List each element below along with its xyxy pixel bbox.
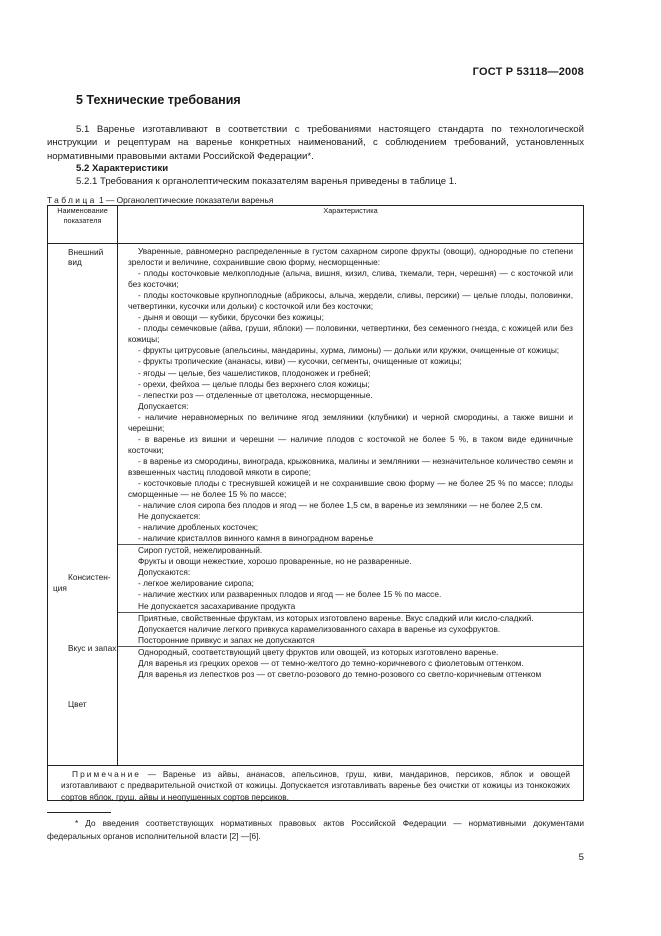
characteristic-line: - дыня и овощи — кубики, брусочки без кожицы; bbox=[138, 312, 324, 323]
characteristic-line: Для варенья из лепестков роз — от светло-розового до темно-розового со светло-коричневым оттенком bbox=[138, 668, 542, 679]
characteristic-line: - наличие кристаллов винного камня в виноградном варенье bbox=[138, 533, 374, 544]
indicator-consistency-line1: Консистен- bbox=[68, 572, 111, 582]
characteristic-line: - наличие жестких или разваренных плодов и ягод — не более 15 % по массе. bbox=[138, 589, 442, 600]
characteristic-line: - плоды семечковые (айва, груши, яблоки) — половинки, четвертинки, без семенного гнезда, с кожицей или без кожицы; bbox=[128, 323, 573, 345]
characteristic-line: Посторонние привкус и запах не допускаются bbox=[138, 634, 315, 645]
footnote: * До введения соответствующих нормативных правовых актов Российской Федерации — нормативными документами федеральных органов исполнительной власти [2] —[6]. bbox=[47, 818, 584, 841]
characteristic-line: - косточковые плоды с треснувшей кожицей и не сохранившие свою форму — не более 25 % по массе; плоды сморщенные — не более 15 % по массе; bbox=[128, 477, 573, 500]
column-header-characteristic: Характеристика bbox=[118, 206, 584, 244]
characteristic-cell bbox=[118, 244, 584, 766]
characteristic-line: Фрукты и овощи нежесткие, хорошо проваренные, но не разваренные. bbox=[138, 556, 412, 567]
characteristic-line: - легкое желирование сиропа; bbox=[138, 578, 254, 589]
table-header-row bbox=[48, 206, 584, 244]
column-header-name: Наименование показателя bbox=[48, 206, 118, 244]
table-caption-word: Таблица bbox=[47, 195, 97, 205]
characteristic-line: - фрукты тропические (ананасы, киви) — кусочки, сегменты, очищенные от кожицы; bbox=[138, 356, 462, 367]
characteristic-text bbox=[128, 246, 573, 680]
subsection-title: 5.2 Характеристики bbox=[76, 163, 169, 174]
characteristic-line: Не допускается засахаривание продукта bbox=[138, 600, 296, 611]
characteristic-line: Сироп густой, нежелированный. bbox=[138, 545, 263, 556]
characteristic-line: Допускается наличие легкого привкуса карамелизованного сахара в варенье из сухофруктов. bbox=[138, 623, 501, 634]
characteristic-line: - ягоды — целые, без чашелистиков, плодоножек и гребней; bbox=[138, 367, 371, 378]
characteristic-line: - в варенье из вишни и черешни — наличие плодов с косточкой не более 5 %, в таком виде единичные косточки; bbox=[128, 433, 573, 455]
characteristic-line: Не допускается: bbox=[138, 511, 201, 522]
paragraph-5-1 bbox=[47, 123, 584, 163]
page-number: 5 bbox=[578, 852, 584, 863]
document-standard-header: ГОСТ Р 53118—2008 bbox=[472, 66, 584, 78]
characteristic-line: - наличие неравномерных по величине ягод земляники (клубники) и черной смородины, а также вишни и черешни; bbox=[128, 411, 573, 433]
table-note bbox=[61, 769, 570, 803]
characteristic-line: - орехи, фейхоа — целые плоды без верхнего слоя кожицы; bbox=[138, 378, 370, 389]
table-body-row bbox=[48, 244, 584, 766]
characteristic-line: Допускается: bbox=[138, 400, 189, 411]
indicator-consistency-line2: ция bbox=[53, 583, 67, 593]
characteristic-line: Приятные, свойственные фруктам, из которых изготовлено варенье. Вкус сладкий или кисло-сладкий. bbox=[138, 612, 534, 623]
footnote-separator bbox=[47, 812, 111, 813]
paragraph-5-1-text: 5.1 Варенье изготавливают в соответствии с требованиями настоящего стандарта по технологической инструкции и рецептурам на варенье конкретных наименований, с соблюдением требований, установленных нормативными правовыми актами Российской Федерации*. bbox=[47, 124, 584, 162]
organoleptic-table bbox=[47, 205, 584, 801]
characteristic-line: Допускаются: bbox=[138, 567, 191, 578]
characteristic-line: - лепестки роз — отделенные от цветоложа, несморщенные. bbox=[138, 389, 373, 400]
table-note-row bbox=[48, 766, 584, 801]
indicator-color: Цвет bbox=[68, 699, 87, 709]
table-caption-text: 1 — Органолептические показатели варенья bbox=[96, 195, 274, 205]
characteristic-line: Уваренные, равномерно распределенные в густом сахарном сиропе фрукты (овощи), однородные по степени зрелости и величине, сохранившие свою форму, несморщенные: bbox=[128, 246, 573, 268]
paragraph-5-2-1 bbox=[47, 175, 584, 188]
characteristic-line: Однородный, соответствующий цвету фруктов или овощей, из которых изготовлено варенье. bbox=[138, 646, 499, 657]
table-caption bbox=[47, 195, 273, 205]
characteristic-line: - наличие слоя сиропа без плодов и ягод — не более 1,5 см, в варенье из земляники — не более 2,5 см. bbox=[138, 500, 543, 511]
section-title: 5 Технические требования bbox=[76, 93, 241, 107]
characteristic-line: - фрукты цитрусовые (апельсины, мандарины, хурма, лимоны) — дольки или кружки, очищенные от кожицы; bbox=[138, 345, 560, 356]
note-label: Примечание bbox=[72, 769, 142, 779]
characteristic-line: - плоды косточковые крупноплодные (абрикосы, алыча, жердели, сливы, персики) — целые плоды, половинки, четвертинки, кусочки или дольки) с косточкой или без косточки; bbox=[128, 290, 573, 312]
indicator-appearance: Внешний вид bbox=[68, 247, 104, 267]
characteristic-line: - в варенье из смородины, винограда, крыжовника, малины и земляники — незначительное количество семян и взвешенных частиц плодовой мякоти в сиропе; bbox=[128, 455, 573, 477]
table-note-cell bbox=[48, 766, 584, 801]
characteristic-line: - наличие дробленых косточек; bbox=[138, 522, 259, 533]
note-text: — Варенье из айвы, ананасов, апельсинов, груш, киви, мандаринов, персиков, яблок и овощей изготавливают с предварительной очисткой от кожицы. Допускается изготавливать варенье без очистки от кожицы из тонкокожих сортов яблок, груш, айвы и неопушенных сортов персиков. bbox=[61, 769, 570, 802]
characteristic-line: - плоды косточковые мелкоплодные (алыча, вишня, кизил, слива, ткемали, терн, черешня) — с косточкой или без косточки; bbox=[128, 268, 573, 290]
indicator-taste-smell: Вкус и запах bbox=[68, 643, 117, 653]
paragraph-5-2-1-text: 5.2.1 Требования к органолептическим показателям варенья приведены в таблице 1. bbox=[76, 176, 457, 187]
characteristic-line: Для варенья из грецких орехов — от темно-желтого до темно-коричневого с фиолетовым оттенком. bbox=[138, 657, 524, 668]
indicator-name-cell bbox=[48, 244, 118, 766]
